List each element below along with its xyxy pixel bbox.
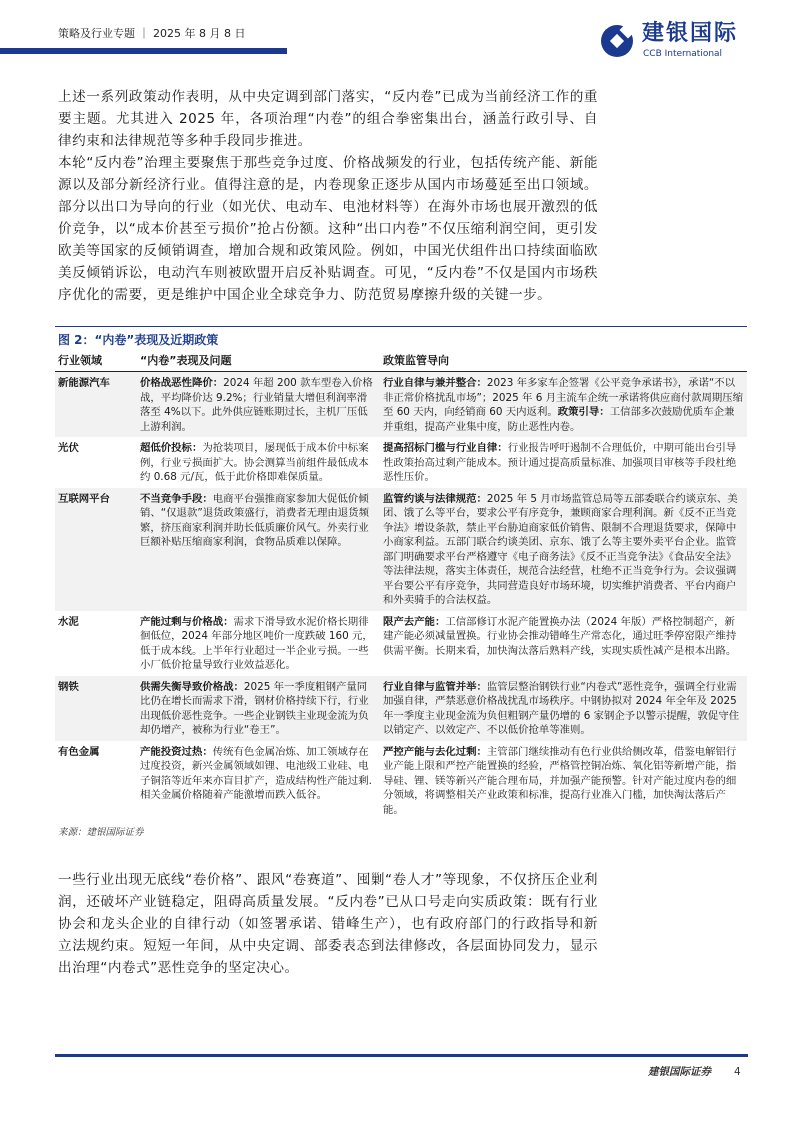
issue-text: 需求下滑导致水泥价格长期徘徊低位，2024 年部分地区吨价一度跌破 160 元，低于成本线。上半年行业超过一半企业亏损。一些小厂低价抢量导致行业效益恶化。 [140,615,373,671]
issue-text: 传统有色金属冶炼、加工领域存在过度投资，新兴金属领域如锂、电池级工业硅、电子铜箔等近年来亦盲目扩产，造成结构性产能过剩.相关金属价格随着产能激增而跌入低谷。 [140,745,372,801]
issue-text: 电商平台强推商家参加大促低价倾销、“仅退款”退货政策盛行，消费者无理由退货频繁，挤压商家利润并助长低质廉价风气。外卖行业巨额补贴压缩商家利润，食物品质难以保障。 [140,492,369,548]
col-header-sector: 行业领域 [55,351,137,372]
policy-cell [380,372,747,438]
page-number: 4 [734,1066,741,1078]
policy-cell [380,437,747,488]
policy-cell [380,676,747,741]
table-row [55,611,747,676]
report-header: 策略及行业专题 ｜ 2025 年 8 月 8 日 [58,27,246,40]
paragraph-1: 上述一系列政策动作表明，从中央定调到部门落实，“反内卷”已成为当前经济工作的重要主题。尤其进入 2025 年，各项治理“内卷”的组合拳密集出台，涵盖行政引导、自律约束和法律规范等多种手段同步推进。 [58,89,598,149]
sector-cell: 钢铁 [55,676,137,741]
ccb-logo-icon [600,24,634,58]
policy-text: 监管层整治钢铁行业“内卷式”恶性竞争，强调全行业需加强自律，严禁恶意价格战扰乱市场秩序。中钢协拟对 2024 年全年及 2025 年一季度主业现金流为负但粗钢产量仍增的 6 家钢企予以警示提醒，敦促守住以销定产、以效定产、不以低价抢单等准则。 [383,680,740,736]
policy-text: 工信部修订水泥产能置换办法（2024 年版）严格控制超产，新建产能必须减量置换。行业协会推动错峰生产常态化，通过旺季停窑限产维持供需平衡。长期来看，加快淘汰落后熟料产线，实现实质性减产是根本出路。 [383,615,737,657]
issue-cell [137,676,380,741]
sector-cell: 水泥 [58,615,79,628]
policy-cell [380,488,747,611]
policy-heading: 限产去产能： [383,615,446,628]
table-row [55,372,747,438]
issue-text: 为抢装项目，屡现低于成本价中标案例，行业亏损面扩大。协会测算当前组件最低成本约 0.68 元/瓦，低于此价格即难保质量。 [140,442,369,483]
policy-heading: 监管约谈与法律规范： [383,492,487,505]
table-row [55,488,747,611]
policy-heading-2: 政策引导： [557,406,610,418]
footer-brand: 建银国际证券 [648,1066,711,1078]
paragraph-2: 本轮“反内卷”治理主要聚焦于那些竞争过度、价格战频发的行业，包括传统产能、新能源以及部分新经济行业。值得注意的是，内卷现象正逐步从国内市场蔓延至出口领域。部分以出口为导向的行业（如光伏、电动车、电池材料等）在海外市场也展开激烈的低价竞争，以“成本价甚至亏损价”抢占份额。这种“出口内卷”不仅压缩利润空间，更引发欧美等国家的反倾销调查，增加合规和政策风险。例如，中国光伏组件出口持续面临欧美反倾销诉讼，电动汽车则被欧盟开启反补贴调查。可见，“反内卷”不仅是国内市场秩序优化的需要，更是维护中国企业全球竞争力、防范贸易摩擦升级的关键一步。 [58,155,598,303]
issue-cell [137,437,380,488]
issue-heading: 产能过剩与价格战： [140,615,234,628]
issue-text: 2025 年一季度粗钢产量同比仍在增长而需求下滑，钢材价格持续下行，行业出现低价恶性竞争。一些企业钢铁主业现金流为负却仍增产，被称为行业“卷王”。 [140,680,369,736]
table-row [55,676,747,741]
content-column [55,86,747,979]
policy-heading: 提高招标门槛与行业自律： [383,442,508,454]
issue-cell [137,372,380,438]
policy-cell [380,611,747,676]
issue-heading: 不当竞争手段： [140,492,213,505]
sector-cell: 有色金属 [58,745,100,758]
table-header-row [55,351,747,372]
policy-text: 主管部门继续推动有色行业供给侧改革，借鉴电解铝行业产能上限和严控产能置换的经验，严格管控铜冶炼、氧化铝等新增产能，指导硅、锂、镁等新兴产能合理布局，并加强产能预警。针对产能过度内卷的细分领域，将调整相关产业政策和标准，提高行业准入门槛，加快淘汰落后产能。 [383,745,737,816]
col-header-issue: “内卷”表现及问题 [137,351,380,372]
policy-heading: 严控产能与去化过剩： [383,745,487,758]
footer-bar [55,1054,748,1057]
sector-cell: 互联网平台 [55,488,137,611]
policy-text: 2025 年 5 月市场监管总局等五部委联合约谈京东、美团、饿了么等平台，要求公平有序竞争，兼顾商家合理利润。新《反不正当竞争法》增设条款，禁止平台胁迫商家低价销售、限制不合理退货要求，保障中小商家利益。五部门联合约谈美团、京东、饿了么等主要外卖平台企业。监管部门明确要求平台严格遵守《电子商务法》《反不正当竞争法》《食品安全法》等法律法规，落实主体责任，规范合法经营，杜绝不正当竞争行为。会议强调平台要公平有序竞争，共同营造良好市场环境，切实维护消费者、平台内商户和外卖骑手的合法权益。 [383,492,738,606]
policy-heading: 行业自律与兼并整合： [383,377,487,389]
sector-cell: 光伏 [58,442,79,454]
ccb-logo [600,22,750,64]
col-header-policy: 政策监管导向 [380,351,747,372]
issue-heading: 供需失衡导致价格战： [140,680,244,693]
logo-text-cn: 建银国际 [642,21,739,46]
policy-text: 行业报告呼吁遏制不合理低价，中期可能出台引导性政策抬高过剩产能成本。预计通过提高质量标准、加强项目审核等手段杜绝恶性压价。 [383,442,737,483]
logo-text-en: CCB International [643,49,723,59]
issue-cell [137,611,380,676]
figure-top-rule [55,326,747,327]
policy-text: 2023 年多家车企签署《公平竞争承诺书》，承诺“不以非正常价格扰乱市场”；2025 年 6 月主流车企统一承诺将供应商付款周期压缩至 60 天内，向经销商 60 天内返利。 [383,377,744,418]
issue-heading: 产能投资过热： [140,745,213,758]
sector-cell: 新能源汽车 [55,372,137,438]
issue-text: 2024 年超 200 款车型卷入价格战，平均降价达 9.2%；行业销量大增但利润率滑落至 4%以下。此外供应链账期过长，主机厂压低上游利润。 [140,377,373,433]
policy-cell [380,741,747,821]
figure-2 [55,326,747,839]
issue-heading: 价格战恶性降价： [140,377,224,389]
policy-heading: 行业自律与监管并举： [383,680,487,693]
figure-title: 图 2：“内卷”表现及近期政策 [58,333,219,347]
table-row [55,437,747,488]
paragraph-3: 一些行业出现无底线“卷价格”、跟风“卷赛道”、囤剿“卷人才”等现象，不仅挤压企业利润，还破坏产业链稳定，阻碍高质量发展。“反内卷”已从口号走向实质政策：既有行业协会和龙头企业的自律行动（如签署承诺、错峰生产），也有政府部门的行政指导和新立法规约束。短短一年间，从中央定调、部委表态到法律修改，各层面协同发力，显示出治理“内卷式”恶性竞争的坚定决心。 [58,872,598,976]
table-row [55,741,747,821]
header-bar [0,48,287,54]
issue-cell [137,488,380,611]
policy-text-2: 工信部多次鼓励优质车企兼并重组，提高产业集中度，防止恶性内卷。 [383,406,735,433]
figure-source: 来源：建银国际证券 [58,827,144,838]
issue-cell [137,741,380,821]
policy-table [55,351,747,820]
issue-heading: 超低价投标： [140,442,203,454]
